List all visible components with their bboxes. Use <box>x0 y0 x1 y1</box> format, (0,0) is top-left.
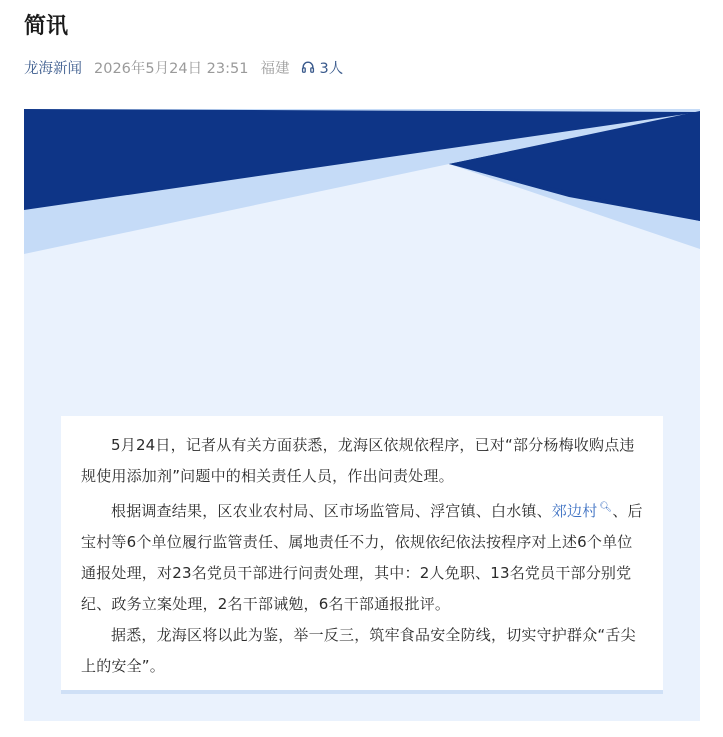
village-link-text: 郊边村 <box>551 502 598 520</box>
headphones-icon <box>301 60 315 74</box>
paragraph-3: 据悉，龙海区将以此为鉴，举一反三，筑牢食品安全防线，切实守护群众“舌尖上的安全”。 <box>81 626 636 675</box>
publish-datetime: 2026年5月24日 23:51 <box>94 60 249 77</box>
paragraph-2-end: 、后宝村等6个单位履行监管责任、属地责任不力，依规依纪依法按程序对上述6个单位通报处理，对23名党员干部进行问责处理，其中：2人免职、13名党员干部分别党纪、政务立案处理，2名干部诫勉，6名干部通报批评。 <box>81 502 643 613</box>
paragraph-2 <box>81 492 643 620</box>
village-search-link[interactable] <box>552 502 613 520</box>
banner-graphic <box>24 109 700 254</box>
page-title: 简讯 <box>24 14 69 39</box>
paragraph-1: 5月24日，记者从有关方面获悉，龙海区依规依程序，已对“部分杨梅收购点违规使用添加剂”问题中的相关责任人员，作出问责处理。 <box>81 436 635 485</box>
source-link[interactable]: 龙海新闻 <box>24 60 82 77</box>
search-icon: 🔍︎ <box>599 502 613 513</box>
paragraph-2-start: 根据调查结果，区农业农村局、区市场监管局、浮宫镇、白水镇、 <box>111 502 552 520</box>
region-label: 福建 <box>260 60 290 77</box>
article-card <box>24 109 700 721</box>
article-body <box>61 416 663 694</box>
article-meta <box>24 56 343 78</box>
listener-count: 3人 <box>319 60 344 77</box>
listen-button[interactable] <box>301 57 343 78</box>
